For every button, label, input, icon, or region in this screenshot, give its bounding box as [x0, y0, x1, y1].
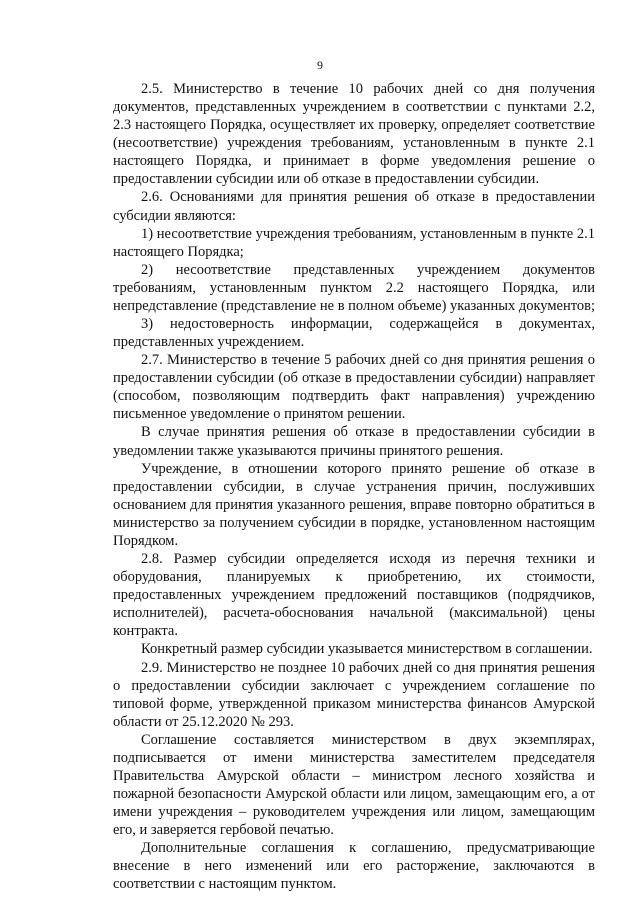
list-item-1: 1) несоответствие учреждения требованиям, установленным в пункте 2.1 настоящего Порядка; — [113, 225, 595, 260]
paragraph-2-5: 2.5. Министерство в течение 10 рабочих дней со дня получения документов, представленных учреждением в соответствии с пунктами 2.2, 2.3 настоящего Порядка, осуществляет их проверку, определяет соответствие (несоответствие) учреждения требованиям, установленным в пункте 2.1 настоящего Порядка, и принимает в форме уведомления решение о предоставлении субсидии или об отказе в предоставлении субсидии. — [113, 81, 595, 188]
list-item-2: 2) несоответствие представленных учреждением документов требованиям, установленным пунктом 2.2 настоящего Порядка, или непредставление (представление не в полном объеме) указанных документов; — [113, 261, 595, 314]
page-number: 9 — [317, 58, 323, 72]
paragraph-agreement-signing: Соглашение составляется министерством в двух экземплярах, подписывается от имени министерства заместителем председателя Правительства Амурской области – министром лесного хозяйства и пожарной безопасности Амурской области или лицом, замещающим его, а от имени учреждения – руководителем учреждения или лицом, замещающим его, и заверяется гербовой печатью. — [113, 731, 595, 839]
paragraph-additional-agreements: Дополнительные соглашения к соглашению, предусматривающие внесение в него изменений или его расторжение, заключаются в соответствии с настоящим пунктом. — [113, 840, 595, 893]
paragraph-subsidy-amount: Конкретный размер субсидии указывается министерством в соглашении. — [141, 641, 593, 658]
paragraph-refusal-notice: В случае принятия решения об отказе в предоставлении субсидии в уведомлении также указываются причины принятого решения. — [113, 424, 595, 459]
list-item-3: 3) недостоверность информации, содержащейся в документах, представленных учреждением. — [113, 316, 595, 351]
paragraph-reapply: Учреждение, в отношении которого принято решение об отказе в предоставлении субсидии, в случае устранения причин, послуживших основанием для принятия указанного решения, вправе повторно обратиться в министерство за получением субсидии в порядке, установленном настоящим Порядком. — [113, 460, 595, 549]
paragraph-2-9: 2.9. Министерство не позднее 10 рабочих дней со дня принятия решения о предоставлении субсидии заключает с учреждением соглашение по типовой форме, утвержденной приказом министерства финансов Амурской области от 25.12.2020 № 293. — [113, 659, 595, 730]
paragraph-2-6: 2.6. Основаниями для принятия решения об отказе в предоставлении субсидии являются: — [113, 189, 595, 224]
paragraph-2-8: 2.8. Размер субсидии определяется исходя из перечня техники и оборудования, планируемых к приобретению, их стоимости, предоставленных учреждением предложений поставщиков (подрядчиков, исполнителей), расчета-обоснования начальной (максимальной) цены контракта. — [113, 551, 595, 640]
paragraph-2-7: 2.7. Министерство в течение 5 рабочих дней со дня принятия решения о предоставлении субсидии (об отказе в предоставлении субсидии) направляет (способом, позволяющим подтвердить факт направления) учреждению письменное уведомление о принятом решении. — [113, 352, 595, 423]
document-body — [113, 80, 595, 894]
